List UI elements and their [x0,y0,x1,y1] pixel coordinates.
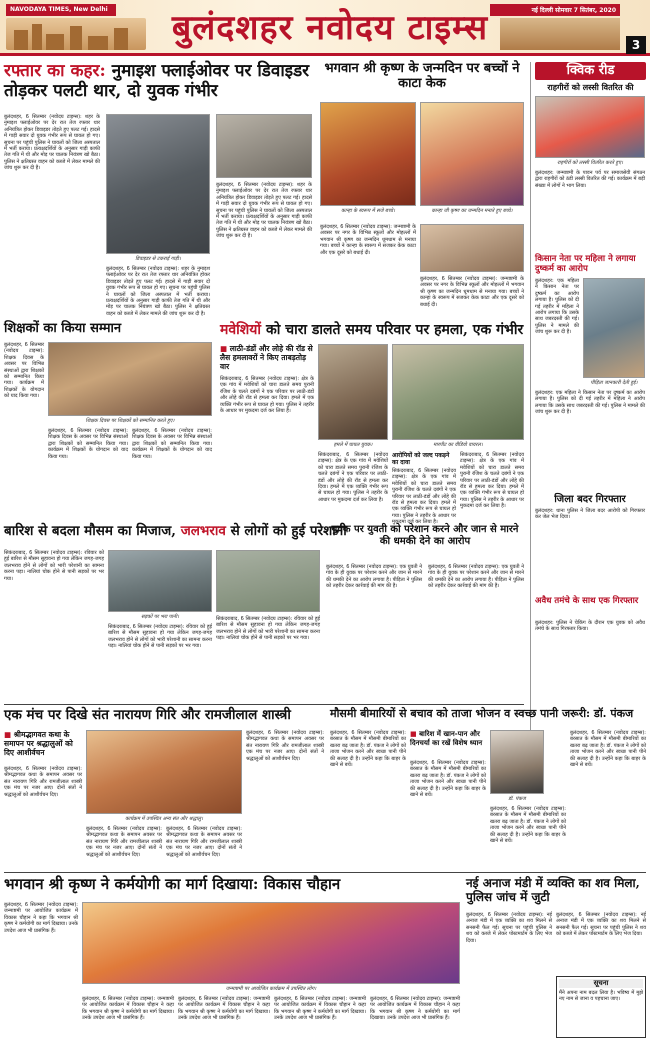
cattle-caption-1: हमले में घायल युवक। [333,442,373,448]
masthead-date: नई दिल्ली सोमवार 7 सितंबर, 2020 [490,4,620,16]
teachers-body-col1: बुलंदशहर, 6 सितम्बर (नवोदय टाइम्स): शिक्षक दिवस के अवसर पर विभिन्न संस्थाओं द्वारा शिक्षकों को सम्मानित किया गया। कार्यक्रम में शिक्षकों के योगदान को याद किया गया। [4,342,44,400]
krishna-photo-left [320,102,416,206]
threat-body-col1: बुलंदशहर, 6 सितम्बर (नवोदय टाइम्स): एक युवती ने गांव के ही युवक पर परेशान करने और जान से मारने की धमकी देने का आरोप लगाया है। पीड़िता ने पुलिस को तहरीर देकर कार्रवाई की मांग की है। [326,564,422,590]
lead-body-col3: बुलंदशहर, 6 सितम्बर (नवोदय टाइम्स): शहर के नुमाइश फ्लाईओवर पर देर रात तेज रफ्तार थार अनियंत्रित होकर डिवाइडर तोड़ते हुए पलट गई। हादसे में गाड़ी सवार दो युवक गंभीर रूप से घायल हो गए। सूचना पर पहुंची पुलिस ने घायलों को जिला अस्पताल में भर्ती कराया। प्रत्यक्षदर्शियों के अनुसार गाड़ी काफी तेज गति में थी और मोड़ पर चालक नियंत्रण खो बैठा। पुलिस ने क्षतिग्रस्त वाहन को कब्जे में लेकर मामले की जांच शुरू कर दी है। [216,182,312,240]
doctor-subhead-text: बारिश में खान-पान और दिनचर्या का रखें विशेष ध्यान [410,729,483,747]
cattle-body-col3: सिकंदराबाद, 6 सितम्बर (नवोदय टाइम्स): क्षेत्र के एक गांव में मवेशियों को चारा डालते समय पुरानी रंजिश के चलते दबंगों ने एक परिवार पर लाठी-डंडों और लोहे की रॉड से हमला कर दिया। हमले में एक व्यक्ति गंभीर रूप से घायल हो गया। पुलिस ने तहरीर के आधार पर मुकदमा दर्ज कर लिया है। [392,468,456,526]
cattle-photo-1 [318,344,388,440]
doctor-story [330,708,646,870]
cattle-headline-text: को चारा डालते समय परिवार पर हमला, एक गंभीर [265,322,524,338]
lead-headline-kicker: रफ्तार का कहर: [4,61,106,81]
quick-read-item4-title: अवैध तमंचे के साथ एक गिरफ्तार [535,596,639,606]
narayan-subhead: ■ श्रीमद्भागवत कथा के समापन पर श्रद्धालुओं को दिए आशीर्वचन [4,730,73,757]
doctor-body-col3: बुलंदशहर, 6 सितम्बर (नवोदय टाइम्स): बरसात के मौसम में मौसमी बीमारियों का खतरा बढ़ जाता है। डॉ. पंकज ने लोगों को ताजा भोजन करने और स्वच्छ पानी पीने की सलाह दी है। उन्होंने कहा कि बाहर के खाने से बचें। [490,806,566,845]
chauhan-caption: जन्माष्टमी पर आयोजित कार्यक्रम में उपस्थित लोग। [225,986,317,992]
narayan-subhead-text: श्रीमद्भागवत कथा के समापन पर श्रद्धालुओं को दिए आशीर्वचन [4,730,73,757]
chauhan-body-col1: बुलंदशहर, 6 सितम्बर (नवोदय टाइम्स): जन्माष्टमी पर आयोजित कार्यक्रम में विकास चौहान ने कहा कि भगवान श्री कृष्ण ने कर्मयोगी का मार्ग दिखाया। उनके उपदेश आज भी प्रासंगिक हैं। [4,902,78,934]
lead-photo [106,114,210,254]
lead-story [4,62,314,320]
krishna-caption-left: कान्हा के स्वरूप में सजे बच्चे। [341,208,395,214]
masthead-title: बुलंदशहर नवोदय टाइम्स [171,8,489,48]
rain-body-col3: सिकंदराबाद, 6 सितम्बर (नवोदय टाइम्स): रविवार को हुई बारिश से मौसम सुहावना हो गया लेकिन जगह-जगह जलभराव होने से लोगों को भारी परेशानी का सामना करना पड़ा। नालियां चोक होने से पानी सड़कों पर भर गया। [216,616,320,642]
lead-body-col1: बुलंदशहर, 6 सितम्बर (नवोदय टाइम्स): शहर के नुमाइश फ्लाईओवर पर देर रात तेज रफ्तार थार अनियंत्रित होकर डिवाइडर तोड़ते हुए पलट गई। हादसे में गाड़ी सवार दो युवक गंभीर रूप से घायल हो गए। सूचना पर पहुंची पुलिस ने घायलों को जिला अस्पताल में भर्ती कराया। प्रत्यक्षदर्शियों के अनुसार गाड़ी काफी तेज गति में थी और मोड़ पर चालक नियंत्रण खो बैठा। पुलिस ने क्षतिग्रस्त वाहन को कब्जे में लेकर मामले की जांच शुरू कर दी है। [4,114,100,172]
lead-body-col2: बुलंदशहर, 6 सितम्बर (नवोदय टाइम्स): शहर के नुमाइश फ्लाईओवर पर देर रात तेज रफ्तार थार अनियंत्रित होकर डिवाइडर तोड़ते हुए पलट गई। हादसे में गाड़ी सवार दो युवक गंभीर रूप से घायल हो गए। सूचना पर पहुंची पुलिस ने घायलों को जिला अस्पताल में भर्ती कराया। प्रत्यक्षदर्शियों के अनुसार गाड़ी काफी तेज गति में थी और मोड़ पर चालक नियंत्रण खो बैठा। पुलिस ने क्षतिग्रस्त वाहन को कब्जे में लेकर मामले की जांच शुरू कर दी है। [106,266,210,317]
narayan-body-col1: बुलंदशहर, 6 सितम्बर (नवोदय टाइम्स): श्रीमद्भागवत कथा के समापन अवसर पर संत नारायण गिरि और रामजीलाल शास्त्री एक मंच पर नजर आए। दोनों संतों ने श्रद्धालुओं को आशीर्वचन दिए। [4,766,82,798]
krishna-caption-right: कान्हा जी कृष्ण का जन्मदिन मनाते हुए बच्चे। [431,208,513,214]
page-number: 3 [626,36,646,54]
rain-headline-b: से लोगों को हुई परेशानी [230,523,347,539]
section-divider [4,704,524,705]
quick-read-item3-body: बुलंदशहर: थाना पुलिस ने जिला बदर आरोपी को गिरफ्तार कर जेल भेज दिया। [535,508,645,521]
narayan-headline: एक मंच पर दिखे संत नारायण गिरि और रामजीलाल शास्त्री [4,707,291,723]
anaj-body-col2: बुलंदशहर, 6 सितम्बर (नवोदय टाइम्स): नई अनाज मंडी में एक व्यक्ति का शव मिलने से सनसनी फैल गई। सूचना पर पहुंची पुलिस ने शव को कब्जे में लेकर पोस्टमार्टम के लिए भेज दिया। [556,912,646,938]
masthead-right-image [500,18,620,50]
krishna-photo-right [420,102,524,206]
narayan-photo [86,730,242,814]
quick-read-item3-title: जिला बदर गिरफ्तार [554,494,626,505]
masthead-skyline-image [6,18,146,50]
doctor-headline: मौसमी बीमारियों से बचाव को ताजा भोजन व स्वच्छ पानी जरूरी: डॉ. पंकज [330,707,634,720]
cattle-subhead: ■ लाठी-डंडों और लोहे की रॉड से लैस हमलावरों ने किए ताबड़तोड़ वार [220,344,313,371]
chauhan-body-col2: बुलंदशहर, 6 सितम्बर (नवोदय टाइम्स): जन्माष्टमी पर आयोजित कार्यक्रम में विकास चौहान ने कहा कि भगवान श्री कृष्ण ने कर्मयोगी का मार्ग दिखाया। उनके उपदेश आज भी प्रासंगिक हैं। [82,996,174,1022]
krishna-photo-small [420,224,524,272]
rain-headline-kicker: जलभराव [180,523,226,539]
krishna-headline: भगवान श्री कृष्ण के जन्मदिन पर बच्चों ने काटा केक [324,61,520,91]
cattle-headline [220,322,524,342]
doctor-photo [490,730,544,794]
quick-read-label: क्विक रीड [535,62,646,80]
krishna-body-col1: बुलंदशहर, 6 सितम्बर (नवोदय टाइम्स): जन्माष्टमी के अवसर पर नगर के विभिन्न स्कूलों और मोहल्लों में भगवान श्री कृष्ण का जन्मदिन धूमधाम से मनाया गया। बच्चों ने कान्हा के स्वरूप में सजकर केक काटा और एक दूसरे को बधाई दी। [320,224,416,256]
cattle-caption-2: मारपीट का वीडियो वायरल। [433,442,483,448]
chauhan-headline: भगवान श्री कृष्ण ने कर्मयोगी का मार्ग दिखाया: विकास चौहान [4,875,341,893]
rain-body-col1: सिकंदराबाद, 6 सितम्बर (नवोदय टाइम्स): रविवार को हुई बारिश से मौसम सुहावना हो गया लेकिन जगह-जगह जलभराव होने से लोगों को भारी परेशानी का सामना करना पड़ा। नालियां चोक होने से पानी सड़कों पर भर गया। [4,550,104,582]
rain-photo [108,550,212,612]
rain-headline-a: बारिश से बदला मौसम का मिजाज, [4,523,176,539]
rain-caption: सड़कों पर भरा पानी। [141,614,179,620]
teachers-headline: शिक्षकों का किया सम्मान [4,321,122,336]
narayan-body-col3: बुलंदशहर, 6 सितम्बर (नवोदय टाइम्स): श्रीमद्भागवत कथा के समापन अवसर पर संत नारायण गिरि और रामजीलाल शास्त्री एक मंच पर नजर आए। दोनों संतों ने श्रद्धालुओं को आशीर्वचन दिए। [166,826,242,858]
quick-read-title: राहगीरों को लस्सी वितरित की [547,82,634,92]
teachers-body-col3: बुलंदशहर, 6 सितम्बर (नवोदय टाइम्स): शिक्षक दिवस के अवसर पर विभिन्न संस्थाओं द्वारा शिक्षकों को सम्मानित किया गया। कार्यक्रम में शिक्षकों के योगदान को याद किया गया। [132,428,212,460]
quick-read-photo [535,96,645,158]
masthead [0,0,650,56]
cattle-photo-2 [392,344,524,440]
rain-headline [4,523,347,546]
cattle-body-col2: सिकंदराबाद, 6 सितम्बर (नवोदय टाइम्स): क्षेत्र के एक गांव में मवेशियों को चारा डालते समय पुरानी रंजिश के चलते दबंगों ने एक परिवार पर लाठी-डंडों और लोहे की रॉड से हमला कर दिया। हमले में एक व्यक्ति गंभीर रूप से घायल हो गया। पुलिस ने तहरीर के आधार पर मुकदमा दर्ज कर लिया है। [318,452,388,503]
doctor-body-col4: बुलंदशहर, 6 सितम्बर (नवोदय टाइम्स): बरसात के मौसम में मौसमी बीमारियों का खतरा बढ़ जाता है। डॉ. पंकज ने लोगों को ताजा भोजन करने और स्वच्छ पानी पीने की सलाह दी है। उन्होंने कहा कि बाहर के खाने से बचें। [570,730,646,769]
cattle-subhead2: आरोपियों को जल्द पकड़ने का दावा [392,452,450,466]
cattle-headline-kicker: मवेशियों [220,322,262,338]
quick-read-sidebar [530,62,646,744]
chauhan-story [4,876,460,1040]
narayan-body-col2: बुलंदशहर, 6 सितम्बर (नवोदय टाइम्स): श्रीमद्भागवत कथा के समापन अवसर पर संत नारायण गिरि और रामजीलाल शास्त्री एक मंच पर नजर आए। दोनों संतों ने श्रद्धालुओं को आशीर्वचन दिए। [86,826,162,858]
notice-title: सूचना [559,979,643,988]
notice-body: मैंने अपना नाम बदल लिया है। भविष्य में मुझे नए नाम से जाना व पहचाना जाए। [559,990,643,1003]
chauhan-body-col5: बुलंदशहर, 6 सितम्बर (नवोदय टाइम्स): जन्माष्टमी पर आयोजित कार्यक्रम में विकास चौहान ने कहा कि भगवान श्री कृष्ण ने कर्मयोगी का मार्ग दिखाया। उनके उपदेश आज भी प्रासंगिक हैं। [370,996,460,1022]
cattle-story [220,322,524,526]
doctor-body-col2: बुलंदशहर, 6 सितम्बर (नवोदय टाइम्स): बरसात के मौसम में मौसमी बीमारियों का खतरा बढ़ जाता है। डॉ. पंकज ने लोगों को ताजा भोजन करने और स्वच्छ पानी पीने की सलाह दी है। उन्होंने कहा कि बाहर के खाने से बचें। [410,760,486,799]
teachers-body-col2: बुलंदशहर, 6 सितम्बर (नवोदय टाइम्स): शिक्षक दिवस के अवसर पर विभिन्न संस्थाओं द्वारा शिक्षकों को सम्मानित किया गया। कार्यक्रम में शिक्षकों के योगदान को याद किया गया। [48,428,128,460]
rain-body-col2: सिकंदराबाद, 6 सितम्बर (नवोदय टाइम्स): रविवार को हुई बारिश से मौसम सुहावना हो गया लेकिन जगह-जगह जलभराव होने से लोगों को भारी परेशानी का सामना करना पड़ा। नालियां चोक होने से पानी सड़कों पर भर गया। [108,624,212,650]
section-divider-2 [4,872,646,873]
quick-read-item2-body-b: बुलंदशहर: एक महिला ने किसान नेता पर दुष्कर्म का आरोप लगाया है। पुलिस को दी गई तहरीर में महिला ने आरोप लगाया कि उसके साथ जबरदस्ती की गई। पुलिस ने मामले की जांच शुरू कर दी है। [535,390,645,416]
rain-story [4,523,347,700]
anaj-story [466,876,646,1040]
cattle-body-col4: सिकंदराबाद, 6 सितम्बर (नवोदय टाइम्स): क्षेत्र के एक गांव में मवेशियों को चारा डालते समय पुरानी रंजिश के चलते दबंगों ने एक परिवार पर लाठी-डंडों और लोहे की रॉड से हमला कर दिया। हमले में एक व्यक्ति गंभीर रूप से घायल हो गया। पुलिस ने तहरीर के आधार पर मुकदमा दर्ज कर लिया है। [460,452,524,510]
lead-photo-2 [216,114,312,178]
krishna-story [320,62,524,320]
threat-headline: युवक पर युवती को परेशान करने और जान से मारने की धमकी देने का आरोप [331,524,519,547]
chauhan-body-col3: बुलंदशहर, 6 सितम्बर (नवोदय टाइम्स): जन्माष्टमी पर आयोजित कार्यक्रम में विकास चौहान ने कहा कि भगवान श्री कृष्ण ने कर्मयोगी का मार्ग दिखाया। उनके उपदेश आज भी प्रासंगिक हैं। [178,996,270,1022]
rain-photo-2 [216,550,320,612]
doctor-photo-caption: डॉ. पंकज [508,796,526,802]
threat-story [326,524,524,700]
narayan-body-col4: बुलंदशहर, 6 सितम्बर (नवोदय टाइम्स): श्रीमद्भागवत कथा के समापन अवसर पर संत नारायण गिरि और रामजीलाल शास्त्री एक मंच पर नजर आए। दोनों संतों ने श्रद्धालुओं को आशीर्वचन दिए। [246,730,324,762]
lead-photo-caption: डिवाइडर से टकराई गाड़ी। [135,256,181,262]
anaj-headline: नई अनाज मंडी में व्यक्ति का शव मिला, पुलिस जांच में जुटी [466,876,640,904]
teachers-story [4,322,214,522]
quick-read-item2-title: किसान नेता पर महिला ने लगाया दुष्कर्म का आरोप [535,254,636,274]
cattle-subhead-text: लाठी-डंडों और लोहे की रॉड से लैस हमलावरों ने किए ताबड़तोड़ वार [220,344,313,371]
chauhan-body-col4: बुलंदशहर, 6 सितम्बर (नवोदय टाइम्स): जन्माष्टमी पर आयोजित कार्यक्रम में विकास चौहान ने कहा कि भगवान श्री कृष्ण ने कर्मयोगी का मार्ग दिखाया। उनके उपदेश आज भी प्रासंगिक हैं। [274,996,366,1022]
threat-body-col2: बुलंदशहर, 6 सितम्बर (नवोदय टाइम्स): एक युवती ने गांव के ही युवक पर परेशान करने और जान से मारने की धमकी देने का आरोप लगाया है। पीड़िता ने पुलिस को तहरीर देकर कार्रवाई की मांग की है। [428,564,524,590]
notice-box [556,976,646,1038]
quick-read-item2-body-a: बुलंदशहर: एक महिला ने किसान नेता पर दुष्कर्म का आरोप लगाया है। पुलिस को दी गई तहरीर में महिला ने आरोप लगाया कि उसके साथ जबरदस्ती की गई। पुलिस ने मामले की जांच शुरू कर दी है। [535,278,579,336]
teachers-caption: शिक्षक दिवस पर शिक्षकों को सम्मानित करते हुए। [85,418,175,424]
narayan-caption: कार्यक्रम में उपस्थित अन्य संत और श्रद्धालु। [125,816,203,822]
narayan-story [4,708,324,870]
krishna-body-col2: बुलंदशहर, 6 सितम्बर (नवोदय टाइम्स): जन्माष्टमी के अवसर पर नगर के विभिन्न स्कूलों और मोहल्लों में भगवान श्री कृष्ण का जन्मदिन धूमधाम से मनाया गया। बच्चों ने कान्हा के स्वरूप में सजकर केक काटा और एक दूसरे को बधाई दी। [420,276,524,308]
lead-headline [4,62,314,110]
quick-read-body: बुलंदशहर: जन्माष्टमी के पावन पर्व पर समाजसेवी संगठन द्वारा राहगीरों को ठंडी लस्सी वितरित की गई। कार्यक्रम में बड़ी संख्या में लोगों ने भाग लिया। [535,170,645,189]
quick-read-item2-caption: पीड़िता जानकारी देती हुई। [590,380,638,386]
anaj-body-col1: बुलंदशहर, 6 सितम्बर (नवोदय टाइम्स): नई अनाज मंडी में एक व्यक्ति का शव मिलने से सनसनी फैल गई। सूचना पर पहुंची पुलिस ने शव को कब्जे में लेकर पोस्टमार्टम के लिए भेज दिया। [466,912,552,944]
teachers-photo [48,342,212,416]
edition-label: NAVODAYA TIMES, New Delhi [6,4,116,16]
quick-read-item4-body: बुलंदशहर: पुलिस ने चेकिंग के दौरान एक युवक को अवैध तमंचे के साथ गिरफ्तार किया। [535,620,645,633]
doctor-subhead: ■ बारिश में खान-पान और दिनचर्या का रखें विशेष ध्यान [410,729,483,747]
lead-headline-text: नुमाइश फ्लाईओवर पर डिवाइडर तोड़कर पलटी थार, दो युवक गंभीर [4,61,310,101]
quick-read-item2-photo [583,278,645,378]
cattle-body-col1: सिकंदराबाद, 6 सितम्बर (नवोदय टाइम्स): क्षेत्र के एक गांव में मवेशियों को चारा डालते समय पुरानी रंजिश के चलते दबंगों ने एक परिवार पर लाठी-डंडों और लोहे की रॉड से हमला कर दिया। हमले में एक व्यक्ति गंभीर रूप से घायल हो गया। पुलिस ने तहरीर के आधार पर मुकदमा दर्ज कर लिया है। [220,376,314,415]
doctor-body-col1: बुलंदशहर, 6 सितम्बर (नवोदय टाइम्स): बरसात के मौसम में मौसमी बीमारियों का खतरा बढ़ जाता है। डॉ. पंकज ने लोगों को ताजा भोजन करने और स्वच्छ पानी पीने की सलाह दी है। उन्होंने कहा कि बाहर के खाने से बचें। [330,730,406,769]
chauhan-photo [82,902,460,984]
quick-read-caption: राहगीरों को लस्सी वितरित करते हुए। [557,160,623,166]
